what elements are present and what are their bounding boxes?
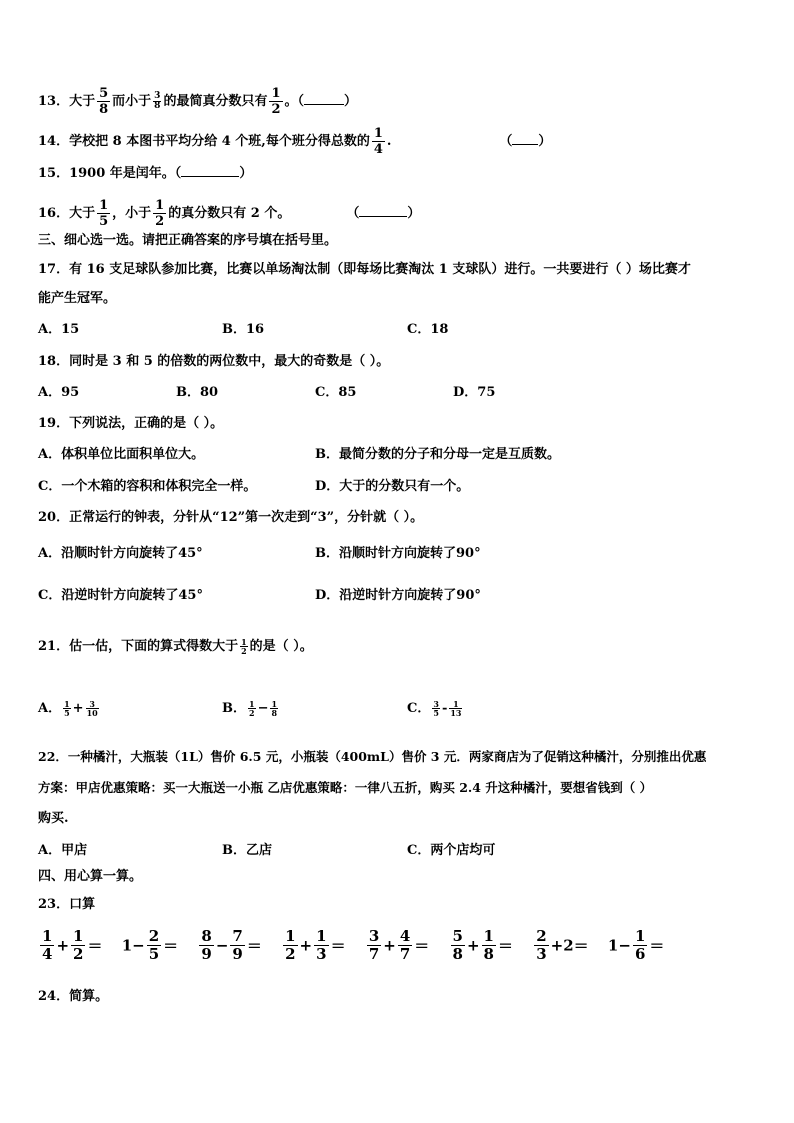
question-15: [38, 165, 252, 183]
q16-text-4: （: [346, 206, 360, 221]
numerator: 1: [155, 198, 165, 213]
fraction-5-8: [97, 86, 110, 117]
q13-text-2: 而小于: [112, 94, 152, 109]
denominator: 8: [271, 708, 278, 718]
calc-item-1: [38, 928, 102, 963]
question-number: 16．: [38, 206, 70, 221]
option-a[interactable]: A．甲店: [38, 843, 88, 858]
option-b[interactable]: B．乙店: [222, 843, 272, 858]
q16-text-2: ，小于: [112, 206, 152, 221]
option-b[interactable]: B．80: [176, 385, 219, 400]
question-number: 13．: [38, 94, 70, 109]
question-19: 19．下列说法，正确的是（ ）。: [38, 416, 224, 431]
denominator: 9: [201, 945, 212, 963]
option-c[interactable]: C．两个店均可: [407, 843, 496, 858]
option-a[interactable]: A．沿顺时针方向旋转了45°: [38, 546, 203, 561]
fraction: [71, 928, 85, 963]
option-label: C．: [407, 701, 431, 716]
operator: +: [299, 936, 313, 955]
denominator: 8: [154, 101, 161, 111]
option-b[interactable]: B．沿顺时针方向旋转了90°: [315, 546, 481, 561]
q13-text-3: 的最简真分数只有: [163, 94, 268, 109]
fraction-1-2: [153, 198, 166, 229]
equals: ＝: [87, 937, 103, 955]
fraction: [398, 928, 412, 963]
numerator: 1: [373, 126, 383, 141]
question-13: [38, 86, 357, 117]
numerator: 1: [634, 927, 646, 945]
denominator: 10: [86, 708, 98, 718]
fraction-1-5: [97, 198, 110, 229]
equals: ＝: [330, 937, 346, 955]
q16-text-1: 大于: [69, 206, 96, 221]
option-c[interactable]: C．85: [315, 385, 357, 400]
operator: +: [56, 936, 70, 955]
option-d[interactable]: D．大于的分数只有一个。: [315, 479, 470, 494]
denominator: 2: [271, 102, 281, 117]
calc-item-2: [122, 928, 178, 963]
option-label: B．: [222, 701, 246, 716]
calc-item-4: [281, 928, 345, 963]
denominator: 3: [316, 945, 327, 963]
q14-text-3: （: [499, 134, 513, 149]
fraction-1-5: [63, 700, 71, 717]
q15-text-1: 1900 年是闰年。（: [69, 166, 182, 181]
calc-item-8: [608, 928, 664, 963]
numerator: 5: [99, 86, 109, 101]
equals: ＝: [163, 937, 179, 955]
numerator: 8: [201, 927, 212, 945]
fraction-1-2: [240, 638, 248, 655]
answer-blank[interactable]: [359, 216, 407, 217]
denominator: 7: [368, 945, 380, 963]
operator: +2: [550, 936, 574, 955]
operator: -: [441, 701, 448, 716]
option-c[interactable]: C．沿逆时针方向旋转了45°: [38, 588, 203, 603]
fraction: [147, 928, 161, 963]
option-a[interactable]: A．体积单位比面积单位大。: [38, 447, 205, 462]
calc-item-5: [365, 928, 429, 963]
question-16: [38, 198, 420, 229]
question-20: 20．正常运行的钟表，分针从“12”第一次走到“3”，分针就（ ）。: [38, 510, 424, 525]
equals: ＝: [649, 937, 665, 955]
question-21: [38, 638, 313, 656]
numerator: 1: [42, 927, 53, 945]
fraction-1-8: [270, 700, 278, 717]
numerator: 2: [148, 927, 160, 945]
fraction: [367, 928, 381, 963]
mental-calc-row: [38, 928, 678, 963]
question-18: 18．同时是 3 和 5 的倍数的两位数中，最大的奇数是（ ）。: [38, 354, 390, 369]
numerator: 1: [99, 198, 109, 213]
numerator: 3: [154, 91, 161, 101]
option-c[interactable]: C．一个木箱的容积和体积完全一样。: [38, 479, 257, 494]
question-22-line-3: 购买.: [38, 811, 69, 826]
numerator: 1: [271, 699, 278, 709]
option-b[interactable]: B．16: [222, 322, 265, 337]
denominator: 2: [155, 214, 165, 229]
fraction: [199, 928, 213, 963]
question-17-line-2: 能产生冠军。: [38, 291, 117, 306]
denominator: 5: [99, 214, 109, 229]
denominator: 2: [73, 945, 84, 963]
denominator: 5: [433, 708, 439, 718]
numerator: 1: [73, 927, 84, 945]
numerator: 3: [368, 927, 380, 945]
denominator: 13: [450, 708, 462, 718]
option-c[interactable]: [407, 700, 464, 718]
question-number: 14．: [38, 134, 70, 149]
q16-text-3: 的真分数只有 2 个。: [168, 206, 291, 221]
option-a[interactable]: [38, 700, 101, 718]
numerator: 1: [449, 700, 462, 709]
calc-item-6: [449, 928, 513, 963]
equals: ＝: [573, 937, 589, 955]
option-b[interactable]: [222, 700, 280, 718]
prefix: 1−: [121, 936, 145, 955]
option-a[interactable]: A．15: [38, 322, 80, 337]
q13-text-4: 。（: [284, 94, 305, 109]
calc-item-3: [197, 928, 261, 963]
fraction-1-4: [372, 126, 385, 157]
fraction: [534, 928, 548, 963]
denominator: 8: [99, 102, 109, 117]
answer-blank[interactable]: [512, 144, 538, 145]
question-22-line-1: 22．一种橘汁，大瓶装（1L）售价 6.5 元，小瓶装（400mL）售价 3 元．两家商店为了促销这种橘汁，分别推出优惠: [38, 749, 707, 764]
answer-blank[interactable]: [181, 176, 239, 177]
denominator: 5: [64, 708, 70, 718]
numerator: 1: [64, 699, 70, 709]
fraction: [283, 928, 297, 963]
fraction-3-5: [432, 700, 440, 717]
operator: −: [215, 936, 229, 955]
denominator: 8: [452, 945, 463, 963]
option-c[interactable]: C．18: [407, 322, 449, 337]
fraction: [314, 928, 328, 963]
fraction-1-13: [449, 700, 462, 717]
equals: ＝: [497, 937, 513, 955]
question-17-line-1: 17．有 16 支足球队参加比赛，比赛以单场淘汰制（即每场比赛淘汰 1 支球队）进行。一共要进行（ ）场比赛才: [38, 262, 691, 277]
q14-text-2: .: [386, 134, 392, 149]
q21-text-2: 的是（ ）。: [249, 639, 313, 654]
fraction-3-8: [153, 92, 161, 111]
calc-item-7: [532, 928, 588, 963]
q15-text-2: ）: [239, 166, 253, 181]
fraction-1-2: [248, 700, 256, 717]
numerator: 1: [483, 927, 494, 945]
question-14: [38, 126, 551, 157]
prefix: 1−: [607, 936, 631, 955]
numerator: 1: [249, 699, 255, 709]
numerator: 2: [536, 927, 547, 945]
operator: −: [257, 701, 269, 716]
option-d[interactable]: D．75: [453, 385, 496, 400]
numerator: 3: [86, 700, 99, 709]
question-23-title: 23．口算: [38, 897, 96, 912]
operator: +: [72, 701, 84, 716]
fraction: [482, 928, 496, 963]
question-number: 15．: [38, 166, 70, 181]
fraction-3-10: [86, 700, 99, 717]
denominator: 2: [285, 945, 296, 963]
fraction: [40, 928, 54, 963]
option-label: A．: [38, 701, 62, 716]
q13-text-1: 大于: [69, 94, 96, 109]
denominator: 2: [249, 708, 255, 718]
denominator: 9: [232, 945, 243, 963]
denominator: 2: [241, 646, 247, 656]
option-b[interactable]: B．最简分数的分子和分母一定是互质数。: [315, 447, 560, 462]
option-a[interactable]: A．95: [38, 385, 80, 400]
denominator: 5: [148, 945, 160, 963]
denominator: 3: [536, 945, 547, 963]
fraction: [230, 928, 244, 963]
section-heading-4: 四、用心算一算。: [38, 869, 143, 884]
numerator: 7: [232, 927, 243, 945]
operator: +: [383, 936, 396, 955]
operator: +: [466, 936, 480, 955]
section-heading-3: 三、细心选一选。请把正确答案的序号填在括号里。: [38, 233, 338, 248]
question-24-title: 24．简算。: [38, 989, 109, 1004]
numerator: 5: [452, 927, 463, 945]
option-d[interactable]: D．沿逆时针方向旋转了90°: [315, 588, 481, 603]
q16-text-5: ）: [407, 206, 421, 221]
answer-blank[interactable]: [304, 104, 344, 105]
equals: ＝: [246, 937, 262, 955]
denominator: 6: [634, 945, 646, 963]
numerator: 4: [399, 927, 411, 945]
q14-text-4: ）: [538, 134, 552, 149]
fraction: [633, 928, 647, 963]
q14-text-1: 学校把 8 本图书平均分给 4 个班,每个班分得总数的: [69, 134, 370, 149]
fraction-1-2: [269, 86, 282, 117]
fraction: [451, 928, 465, 963]
numerator: 1: [285, 927, 296, 945]
denominator: 7: [399, 945, 411, 963]
question-22-line-2: 方案：甲店优惠策略：买一大瓶送一小瓶 乙店优惠策略：一律八五折，购买 2.4 升这种橘汁，要想省钱到（ ）: [38, 780, 653, 795]
denominator: 4: [373, 142, 383, 157]
equals: ＝: [414, 937, 430, 955]
denominator: 4: [42, 945, 53, 963]
numerator: 1: [316, 927, 327, 945]
numerator: 1: [271, 86, 281, 101]
numerator: 3: [433, 699, 439, 709]
q21-text-1: 21．估一估，下面的算式得数大于: [38, 639, 239, 654]
q13-text-5: ）: [344, 94, 358, 109]
numerator: 1: [241, 637, 247, 647]
denominator: 8: [483, 945, 494, 963]
